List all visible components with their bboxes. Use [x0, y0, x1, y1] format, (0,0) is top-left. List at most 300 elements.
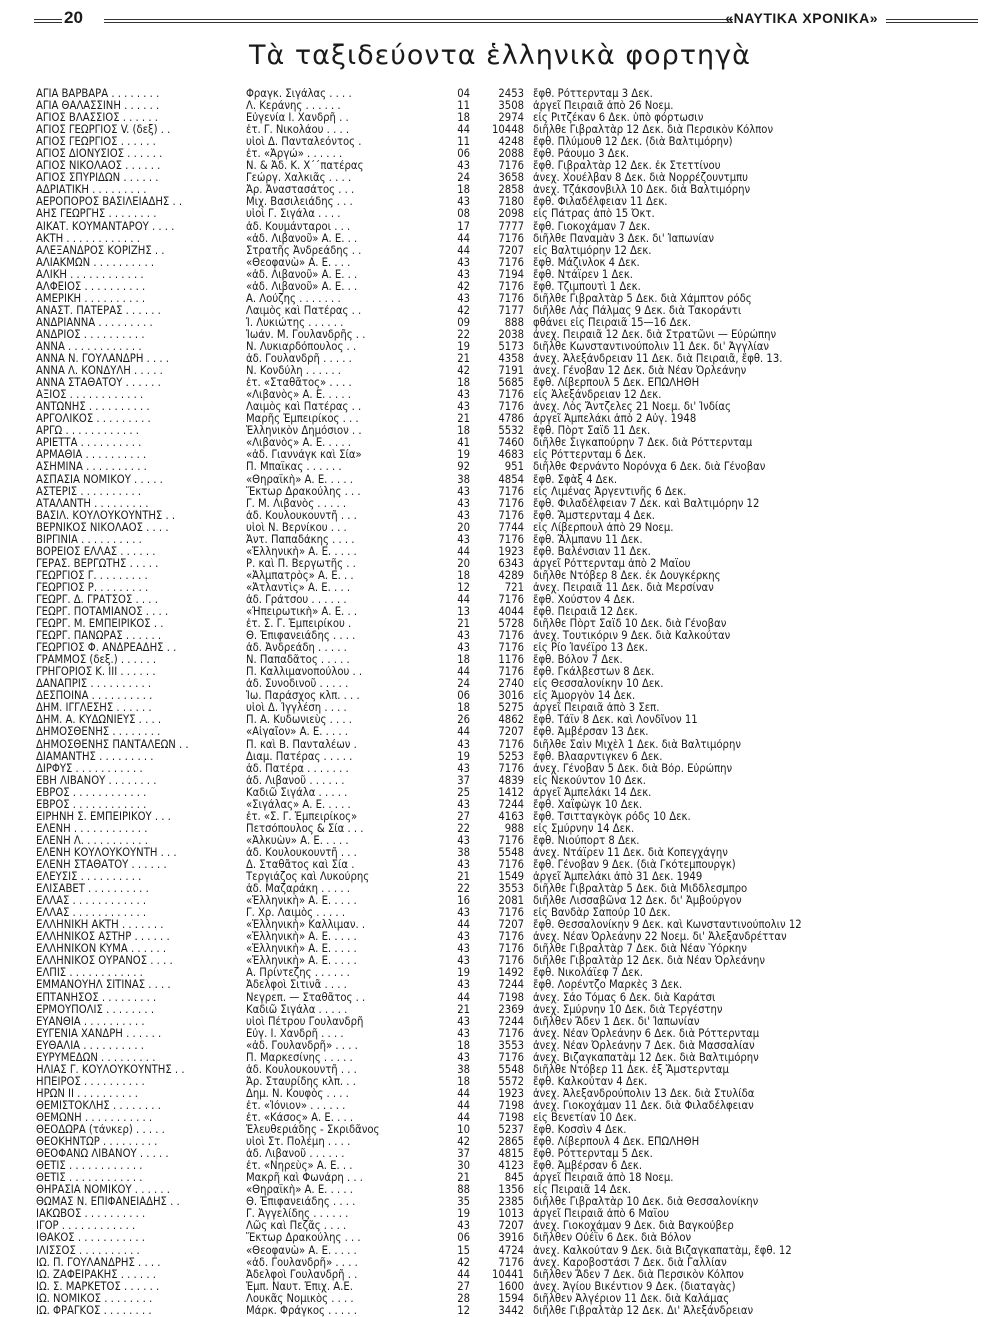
build-year: 35	[457, 1196, 470, 1209]
ship-name: ΘΕΤΙΣ . . . . . . . . . . . .	[36, 1172, 143, 1185]
table-row	[36, 859, 986, 871]
table-row	[36, 763, 986, 775]
table-row	[36, 208, 986, 220]
ship-status: φθάνει εἰς Πειραιᾶ 15—16 Δεκ.	[533, 316, 692, 329]
build-year: 41	[457, 437, 470, 450]
ship-name: ΕΛΠΙΣ . . . . . . . . . . . .	[36, 967, 143, 980]
tonnage: 7176	[498, 642, 524, 655]
ship-name: ΕΡΜΟΥΠΟΛΙΣ . . . . . . . .	[36, 1003, 155, 1016]
ship-name: ΑΓΙΟΣ ΓΕΩΡΓΙΟΣ . . . . . .	[36, 136, 156, 149]
table-row	[36, 1245, 986, 1257]
table-row	[36, 1040, 986, 1052]
owner-name: Ἀδελφοὶ Σιτινᾶ . . . .	[246, 979, 347, 992]
build-year: 38	[457, 1063, 470, 1076]
ship-name: ΓΕΩΡΓ. Δ. ΓΡΑΤΣΟΣ . . . .	[36, 593, 158, 606]
table-row	[36, 726, 986, 738]
ship-name: ΘΕΟΔΩΡΑ (τάνκερ) . . . . .	[36, 1124, 165, 1137]
ship-name: ΓΕΩΡΓ. ΠΟΤΑΜΙΑΝΟΣ . . . .	[36, 606, 169, 619]
tonnage: 7207	[498, 726, 524, 739]
tonnage: 1923	[498, 545, 524, 558]
ship-status: διῆλθε Γιβραλτὰρ 12 Δεκ. διὰ Περσικὸν Κόλπον	[533, 124, 774, 137]
ship-name: ΑΞΙΟΣ . . . . . . . . . . . .	[36, 389, 144, 402]
owner-name: ἐτ. «Ἰόνιον» . . . . . .	[246, 1099, 346, 1112]
ship-name: ΙΩ. ΝΟΜΙΚΟΣ . . . . . . . .	[36, 1292, 153, 1305]
tonnage: 2453	[498, 88, 524, 100]
ship-status: διῆλθεν Ἄδεν 7 Δεκ. διὰ Περσικὸν Κόλπον	[533, 1268, 744, 1281]
ship-status: εἰς Λίβερπουλ ἀπὸ 29 Νοεμ.	[533, 521, 674, 534]
tonnage: 4862	[498, 714, 524, 727]
table-row	[36, 269, 986, 281]
owner-name: Π. Μπαϊκας . . . . . .	[246, 461, 342, 474]
tonnage: 888	[504, 316, 524, 329]
ship-status: ἔφθ. Βλααρντιγκεν 6 Δεκ.	[533, 750, 663, 763]
tonnage: 3916	[498, 1232, 524, 1245]
tonnage: 5572	[498, 1075, 524, 1088]
build-year: 43	[457, 1051, 470, 1064]
tonnage: 7176	[498, 955, 524, 968]
ship-status: ἀνεχ. Γένοβαν 5 Δεκ. διὰ Βόρ. Εὐρώπην	[533, 762, 733, 775]
ship-status: ἔφθ. Ρόττερνταμ 3 Δεκ.	[533, 88, 653, 100]
tonnage: 3442	[498, 1304, 524, 1317]
build-year: 21	[457, 871, 470, 884]
ship-name: ΑΡΓΟΛΙΚΟΣ . . . . . . . . .	[36, 413, 151, 426]
owner-name: «Ἀλμπατρὸς» Α. Ε. . .	[246, 569, 354, 582]
owner-name: «Θεοφανὼ» Α. Ε. . . . .	[246, 1244, 357, 1257]
ship-status: ἀργεῖ Πειραιᾶ ἀπὸ 3 Σεπ.	[533, 702, 660, 715]
build-year: 44	[457, 1268, 470, 1281]
build-year: 19	[457, 340, 470, 353]
build-year: 38	[457, 473, 470, 486]
build-year: 20	[457, 521, 470, 534]
owner-name: Ἐλευθεριάδης - Σκριδᾶνος	[246, 1124, 380, 1137]
tonnage: 7198	[498, 1111, 524, 1124]
table-row	[36, 967, 986, 979]
owner-name: ἀδ. Ἀνδρεάδη . . . . .	[246, 642, 347, 655]
table-row	[36, 883, 986, 895]
ship-name: ΑΓΙΟΣ ΔΙΟΝΥΣΙΟΣ . . . . . .	[36, 148, 163, 161]
owner-name: «Θηραϊκὴ» Α. Ε. . . . .	[246, 473, 353, 486]
table-row	[36, 787, 986, 799]
build-year: 43	[457, 1015, 470, 1028]
ship-name: ΑΗΣ ΓΕΩΡΓΗΣ . . . . . . . .	[36, 208, 157, 221]
table-row	[36, 257, 986, 269]
ship-name: ΑΣΤΕΡΙΣ . . . . . . . . . .	[36, 485, 142, 498]
table-row	[36, 642, 986, 654]
ship-status: ἔφθ. Ἄλμπανυ 11 Δεκ.	[533, 533, 643, 546]
ship-status: διῆλθε Γιβραλτὰρ 5 Δεκ. διὰ Μιδδλεσμπρο	[533, 883, 748, 896]
ship-name: ΘΕΟΚΗΝΤΩΡ . . . . . . . . .	[36, 1136, 158, 1149]
ship-name: ΑΝΝΑ Λ. ΚΟΝΔΥΛΗ . . . . .	[36, 365, 163, 378]
owner-name: «ἀδ. Λιβανοῦ» Α. Ε. . .	[246, 268, 358, 281]
tonnage: 4786	[498, 413, 524, 426]
table-row	[36, 654, 986, 666]
table-row	[36, 522, 986, 534]
table-row	[36, 160, 986, 172]
tonnage: 7176	[498, 593, 524, 606]
ship-status: ἔφθ. Ρόττερνταμ 5 Δεκ.	[533, 1148, 653, 1161]
table-row	[36, 221, 986, 233]
ship-name: ΔΙΑΜΑΝΤΗΣ . . . . . . . . .	[36, 750, 154, 763]
tonnage: 7244	[498, 979, 524, 992]
tonnage: 7744	[498, 521, 524, 534]
ship-name: ΙΩ. ΖΑΦΕΙΡΑΚΗΣ . . . . . .	[36, 1268, 156, 1281]
tonnage: 7460	[498, 437, 524, 450]
table-row	[36, 377, 986, 389]
owner-name: «Ἑλληνικὴ» Α. Ε. . . . .	[246, 955, 357, 968]
ship-status: ἀνεχ. Σάο Τόμας 6 Δεκ. διὰ Καράτσι	[533, 991, 716, 1004]
table-row	[36, 678, 986, 690]
build-year: 44	[457, 593, 470, 606]
owner-name: Μάρκ. Φράγκος . . . . .	[246, 1304, 357, 1317]
ship-name: ΓΕΩΡΓΙΟΣ Φ. ΑΝΔΡΕΑΔΗΣ . .	[36, 642, 177, 655]
table-row	[36, 293, 986, 305]
owner-name: ἀδ. Λιβανοῦ . . . . . .	[246, 774, 345, 787]
tonnage: 7176	[498, 907, 524, 920]
tonnage: 7176	[498, 1051, 524, 1064]
ship-status: εἰς Νεκούντον 10 Δεκ.	[533, 774, 646, 787]
build-year: 43	[457, 497, 470, 510]
ship-status: διῆλθεν Ἄδεν 1 Δεκ. δι' Ἰαπωνίαν	[533, 1015, 700, 1028]
build-year: 22	[457, 883, 470, 896]
ship-name: ΕΜΜΑΝΟΥΗΛ ΣΙΤΙΝΑΣ . . . .	[36, 979, 171, 992]
owner-name: Ἀδελφοὶ Γουλανδρῆ . .	[246, 1268, 358, 1281]
tonnage: 7191	[498, 365, 524, 378]
owner-name: Ἀντ. Παπαδάκης . . . .	[246, 533, 355, 546]
table-row	[36, 895, 986, 907]
owner-name: «Θεοφανὼ» Α. Ε. . . .	[246, 256, 351, 269]
ship-status: ἔφθ. Χούστον 4 Δεκ.	[533, 593, 635, 606]
article-title: Τὰ ταξιδεύοντα ἑλληνικὰ φορτηγὰ	[249, 40, 751, 71]
tonnage: 1923	[498, 1087, 524, 1100]
owner-name: Ἀρ. Ἀναστασάτος . . .	[246, 184, 355, 197]
owner-name: Ἕκτωρ Δρακούλης . . .	[246, 1232, 361, 1245]
table-row	[36, 799, 986, 811]
build-year: 44	[457, 1099, 470, 1112]
owner-name: Λουκᾶς Νομικὸς . . . .	[246, 1292, 354, 1305]
build-year: 21	[457, 618, 470, 631]
tonnage: 7207	[498, 244, 524, 257]
tonnage: 1492	[498, 967, 524, 980]
tonnage: 1600	[498, 1280, 524, 1293]
tonnage: 4683	[498, 449, 524, 462]
table-row	[36, 148, 986, 160]
ship-name: ΑΝΝΑ . . . . . . . . . . . .	[36, 340, 142, 353]
tonnage: 7198	[498, 1099, 524, 1112]
tonnage: 1594	[498, 1292, 524, 1305]
table-row	[36, 931, 986, 943]
owner-name: Εὐγ. Ι. Χανδρῆ . . . .	[246, 1027, 344, 1040]
table-row	[36, 172, 986, 184]
owner-name: Λῶς καὶ Πεζᾶς . . . .	[246, 1220, 347, 1233]
tonnage: 3553	[498, 883, 524, 896]
ship-status: ἀνεχ. Καλκούταν 9 Δεκ. διὰ Βιζαγκαπατὰμ, ἔφθ. 12	[533, 1244, 792, 1257]
owner-name: Ν. Λυκιαρδόπουλος . .	[246, 340, 357, 353]
tonnage: 7194	[498, 268, 524, 281]
ship-status: διῆλθε Λὰς Πάλμας 9 Δεκ. διὰ Τακοράντι	[533, 304, 742, 317]
ship-status: ἀνεχ. Ἁγίου Βικέντιον 9 Δεκ. (διαταγὰς)	[533, 1280, 736, 1293]
ship-status: διῆλθε Γιβραλτὰρ 10 Δεκ. διὰ Θεσσαλονίκην	[533, 1196, 759, 1209]
tonnage: 5548	[498, 846, 524, 859]
ship-list	[36, 88, 986, 1317]
ship-name: ΑΚΤΗ . . . . . . . . . . . .	[36, 232, 140, 245]
table-row	[36, 714, 986, 726]
build-year: 18	[457, 184, 470, 197]
owner-name: Γ. Μ. Λιβανὸς . . . . .	[246, 497, 347, 510]
build-year: 20	[457, 557, 470, 570]
ship-status: ἀνεχ. Γένοβαν 12 Δεκ. διὰ Νέαν Ὀρλεάνην	[533, 365, 747, 378]
ship-status: ἔφθ. Καλκούταν 4 Δεκ.	[533, 1075, 648, 1088]
owner-name: Καδιῶ Σιγάλα . . . . .	[246, 786, 348, 799]
tonnage: 7177	[498, 304, 524, 317]
build-year: 12	[457, 581, 470, 594]
owner-name: «Ἑλληνικὴ» Α. Ε. . . . .	[246, 943, 357, 956]
owner-name: Ἰ. Λυκιώτης . . . . . .	[246, 316, 344, 329]
table-row	[36, 353, 986, 365]
ship-name: ΙΩ. Π. ΓΟΥΛΑΝΔΡΗΣ . . . .	[36, 1256, 161, 1269]
table-row	[36, 943, 986, 955]
ship-status: ἔφθ. Πὸρτ Σαΐδ 11 Δεκ.	[533, 425, 651, 438]
ship-name: ΘΕΜΩΝΗ . . . . . . . . . . .	[36, 1111, 153, 1124]
table-row	[36, 1220, 986, 1232]
ship-status: διῆλθε Σαὶν Μιχὲλ 1 Δεκ. διὰ Βαλτιμόρην	[533, 738, 741, 751]
tonnage: 7176	[498, 931, 524, 944]
ship-status: διῆλθε Γιβραλτὰρ 12 Δεκ. διὰ Νέαν Ὀρλεάνην	[533, 955, 765, 968]
table-row	[36, 184, 986, 196]
build-year: 22	[457, 328, 470, 341]
table-row	[36, 690, 986, 702]
table-row	[36, 702, 986, 714]
owner-name: Ν. Παπαδᾶτος . . . . .	[246, 654, 350, 667]
build-year: 21	[457, 1003, 470, 1016]
ship-status: διῆλθε Γιβραλτὰρ 7 Δεκ. διὰ Νέαν Ὑόρκην	[533, 943, 747, 956]
build-year: 43	[457, 389, 470, 402]
ship-name: ΙΩ. Σ. ΜΑΡΚΕΤΟΣ . . . . . .	[36, 1280, 160, 1293]
table-row	[36, 88, 986, 100]
ship-status: διῆλθε Λισσαβῶνα 12 Δεκ. δι' Ἀμβούργον	[533, 895, 742, 908]
ship-status: ἔφθ. Νιούπορτ 8 Δεκ.	[533, 834, 640, 847]
tonnage: 4839	[498, 774, 524, 787]
build-year: 44	[457, 545, 470, 558]
build-year: 06	[457, 148, 470, 161]
owner-name: Λαιμὸς καὶ Πατέρας . .	[246, 304, 362, 317]
header-rule-left	[34, 19, 62, 23]
build-year: 43	[457, 762, 470, 775]
build-year: 43	[457, 979, 470, 992]
table-row	[36, 1160, 986, 1172]
ship-status: ἀνεχ. Ντάϊρεν 11 Δεκ. διὰ Κοπεγχάγην	[533, 846, 728, 859]
tonnage: 7176	[498, 509, 524, 522]
ship-status: ἀνεχ. Καροβοστάσι 7 Δεκ. διὰ Γαλλίαν	[533, 1256, 727, 1269]
ship-name: ΕΥΑΝΘΙΑ . . . . . . . . . .	[36, 1015, 145, 1028]
ship-name: ΕΛΛΗΝΙΚΟΣ ΑΣΤΗΡ . . . . . .	[36, 931, 170, 944]
tonnage: 4123	[498, 1160, 524, 1173]
table-row	[36, 112, 986, 124]
table-row	[36, 1028, 986, 1040]
owner-name: ἐτ. «Νηρεὺς» Α. Ε. . .	[246, 1160, 353, 1173]
ship-name: ΘΕΜΙΣΤΟΚΛΗΣ . . . . . . . .	[36, 1099, 161, 1112]
owner-name: ἀδ. Λιβανοῦ . . . . . .	[246, 1148, 345, 1161]
table-row	[36, 1064, 986, 1076]
build-year: 43	[457, 834, 470, 847]
ship-status: ἀνεχ. Πειραιᾶ 12 Δεκ. διὰ Στρατῶνι — Εὐρώπην	[533, 328, 777, 341]
build-year: 43	[457, 955, 470, 968]
table-row	[36, 100, 986, 112]
build-year: 43	[457, 401, 470, 414]
table-row	[36, 582, 986, 594]
table-row	[36, 389, 986, 401]
table-row	[36, 461, 986, 473]
ship-status: ἔφθ. Ράουμο 3 Δεκ.	[533, 148, 630, 161]
ship-status: ἔφθ. Ἄμστερνταμ 4 Δεκ.	[533, 509, 656, 522]
owner-name: υἱοὶ Πέτρου Γουλανδρῆ	[246, 1015, 364, 1028]
table-row	[36, 305, 986, 317]
owner-name: «Ἀλκυὼν» Α. Ε. . . . .	[246, 834, 349, 847]
table-row	[36, 1172, 986, 1184]
ship-name: ΑΓΙΟΣ ΓΕΩΡΓΙΟΣ V. (δεξ) . .	[36, 124, 171, 137]
build-year: 10	[457, 1124, 470, 1137]
ship-name: ΕΠΤΑΝΗΣΟΣ . . . . . . . . .	[36, 991, 157, 1004]
ship-name: ΙΘΑΚΟΣ . . . . . . . . . . .	[36, 1232, 145, 1245]
table-row	[36, 811, 986, 823]
table-row	[36, 486, 986, 498]
ship-name: ΑΛΙΑΚΜΩΝ . . . . . . . . . .	[36, 256, 155, 269]
ship-name: ΔΕΣΠΟΙΝΑ . . . . . . . . . .	[36, 690, 153, 703]
owner-name: «Σιγάλας» Α. Ε. . . . .	[246, 798, 351, 811]
ship-status: ἀργεῖ Ἀμπελάκι 14 Δεκ.	[533, 786, 652, 799]
owner-name: Θ. Ἐπιφανειάδης . . . .	[246, 1196, 356, 1209]
ship-name: ΕΒΡΟΣ . . . . . . . . . . . .	[36, 798, 147, 811]
tonnage: 7180	[498, 196, 524, 209]
tonnage: 5548	[498, 1063, 524, 1076]
owner-name: ἐτ. «Σ. Γ. Ἐμπειρίκος»	[246, 810, 358, 823]
ship-name: ΕΒΗ ΛΙΒΑΝΟΥ . . . . . . . .	[36, 774, 157, 787]
owner-name: Π. Α. Κυδωνιεὺς . . . .	[246, 714, 353, 727]
ship-status: ἔφθ. Γκάλβεστων 8 Δεκ.	[533, 666, 655, 679]
build-year: 92	[457, 461, 470, 474]
ship-name: ΑΜΕΡΙΚΗ . . . . . . . . . .	[36, 292, 146, 305]
ship-name: ΑΔΡΙΑΤΙΚΗ . . . . . . . . .	[36, 184, 147, 197]
owner-name: Στρατῆς Ἀνδρεάδης . .	[246, 244, 362, 257]
tonnage: 7244	[498, 1015, 524, 1028]
owner-name: Ἰω. Παράσχος κλπ. . . .	[246, 690, 360, 703]
ship-status: ἔφθ. Πειραιᾶ 12 Δεκ.	[533, 606, 638, 619]
ship-status: ἔφθ. Γιοκοχάμαν 7 Δεκ.	[533, 220, 651, 233]
owner-name: ἐτ. Σ. Γ. Ἐμπειρίκου .	[246, 618, 352, 631]
ship-status: εἰς Πειραιᾶ 14 Δεκ.	[533, 1184, 632, 1197]
build-year: 21	[457, 1172, 470, 1185]
tonnage: 4854	[498, 473, 524, 486]
ship-name: ΕΛΛΑΣ . . . . . . . . . . . .	[36, 895, 147, 908]
ship-status: διῆλθε Γιβραλτὰρ 12 Δεκ. Δι' Ἀλεξάνδρειαν	[533, 1304, 754, 1317]
ship-name: ΔΗΜ. ΙΓΓΛΕΣΗΣ . . . . . .	[36, 702, 152, 715]
ship-name: ΗΛΙΑΣ Γ. ΚΟΥΛΟΥΚΟΥΝΤΗΣ . .	[36, 1063, 185, 1076]
ship-name: ΑΓΙΑ ΒΑΡΒΑΡΑ . . . . . . . .	[36, 88, 160, 100]
tonnage: 2974	[498, 112, 524, 125]
ship-name: ΙΓΟΡ . . . . . . . . . . . .	[36, 1220, 136, 1233]
owner-name: «Ἠπειρωτικὴ» Α. Ε. . .	[246, 606, 358, 619]
table-row	[36, 618, 986, 630]
ship-name: ΕΛΕΥΣΙΣ . . . . . . . . . .	[36, 871, 142, 884]
tonnage: 5685	[498, 377, 524, 390]
owner-name: ἀδ. Μαζαράκη . . . . .	[246, 883, 350, 896]
owner-name: Νεγρεπ. — Σταθᾶτος . .	[246, 991, 366, 1004]
owner-name: «Ἀτλαντὶς» Α. Ε. . . .	[246, 581, 351, 594]
owner-name: ἀδ. Συνοδινοῦ . . . . .	[246, 678, 349, 691]
build-year: 19	[457, 449, 470, 462]
build-year: 44	[457, 1111, 470, 1124]
build-year: 43	[457, 630, 470, 643]
page-header	[34, 8, 978, 32]
build-year: 25	[457, 786, 470, 799]
owner-name: Ν. & Ἀδ. Κ. Χ΄΄πατέρας	[246, 160, 364, 173]
table-row	[36, 413, 986, 425]
build-year: 43	[457, 859, 470, 871]
ship-name: ΓΕΩΡΓ. ΠΑΝΩΡΑΣ . . . . . .	[36, 630, 162, 643]
ship-name: ΕΙΡΗΝΗ Σ. ΕΜΠΕΙΡΙΚΟΥ . . .	[36, 810, 171, 823]
table-row	[36, 570, 986, 582]
tonnage: 4724	[498, 1244, 524, 1257]
table-row	[36, 1232, 986, 1244]
build-year: 44	[457, 666, 470, 679]
owner-name: Ἕκτωρ Δρακούλης . . .	[246, 485, 361, 498]
ship-name: ΑΕΡΟΠΟΡΟΣ ΒΑΣΙΛΕΙΑΔΗΣ . .	[36, 196, 183, 209]
ship-status: ἔφθ. Τζιμπουτὶ 1 Δεκ.	[533, 280, 641, 293]
ship-name: ΕΥΓΕΝΙΑ ΧΑΝΔΡΗ . . . . . .	[36, 1027, 162, 1040]
table-row	[36, 437, 986, 449]
ship-status: ἀργεῖ Πειραιᾶ ἀπὸ 26 Νοεμ.	[533, 100, 674, 113]
table-row	[36, 341, 986, 353]
build-year: 43	[457, 160, 470, 173]
ship-status: διῆλθε Σιγκαπούρην 7 Δεκ. διὰ Ρόττερνταμ	[533, 437, 753, 450]
tonnage: 7176	[498, 943, 524, 956]
tonnage: 7176	[498, 630, 524, 643]
ship-status: ἀνεχ. Νέαν Ὀρλεάνην 7 Δεκ. διὰ Μασσαλίαν	[533, 1039, 755, 1052]
build-year: 19	[457, 750, 470, 763]
ship-name: ΕΛΙΣΑΒΕΤ . . . . . . . . . .	[36, 883, 149, 896]
ship-status: ἀργεῖ Ἀμπελάκι ἀπὸ 31 Δεκ. 1949	[533, 871, 703, 884]
tonnage: 7176	[498, 160, 524, 173]
build-year: 43	[457, 1220, 470, 1233]
table-row	[36, 534, 986, 546]
owner-name: Τεργιάζος καὶ Λυκούρης	[246, 871, 370, 884]
owner-name: Ἰωάν. Μ. Γουλανδρῆς . .	[246, 328, 366, 341]
tonnage: 3508	[498, 100, 524, 113]
build-year: 43	[457, 931, 470, 944]
build-year: 27	[457, 810, 470, 823]
build-year: 43	[457, 533, 470, 546]
tonnage: 988	[504, 822, 524, 835]
ship-status: ἔφθ. Γιβραλτὰρ 12 Δεκ. ἐκ Στεττίνου	[533, 160, 721, 173]
table-row	[36, 992, 986, 1004]
ship-name: ΑΝΔΡΙΑΝΝΑ . . . . . . . . .	[36, 316, 153, 329]
build-year: 24	[457, 678, 470, 691]
table-row	[36, 1257, 986, 1269]
table-row	[36, 136, 986, 148]
page-number: 20	[64, 8, 83, 27]
tonnage: 4044	[498, 606, 524, 619]
build-year: 21	[457, 413, 470, 426]
header-rule-right	[886, 19, 978, 23]
build-year: 18	[457, 112, 470, 125]
table-row	[36, 1196, 986, 1208]
build-year: 37	[457, 1148, 470, 1161]
tonnage: 7207	[498, 919, 524, 932]
owner-name: ἀδ. Γουλανδρῆ . . . . .	[246, 353, 352, 366]
owner-name: ἐτ. «Ἀργώ» . . . . . .	[246, 148, 343, 161]
ship-status: ἔφθ. Βόλον 7 Δεκ.	[533, 654, 623, 667]
table-row	[36, 1088, 986, 1100]
ship-status: εἰς Σμύρνην 14 Δεκ.	[533, 822, 635, 835]
